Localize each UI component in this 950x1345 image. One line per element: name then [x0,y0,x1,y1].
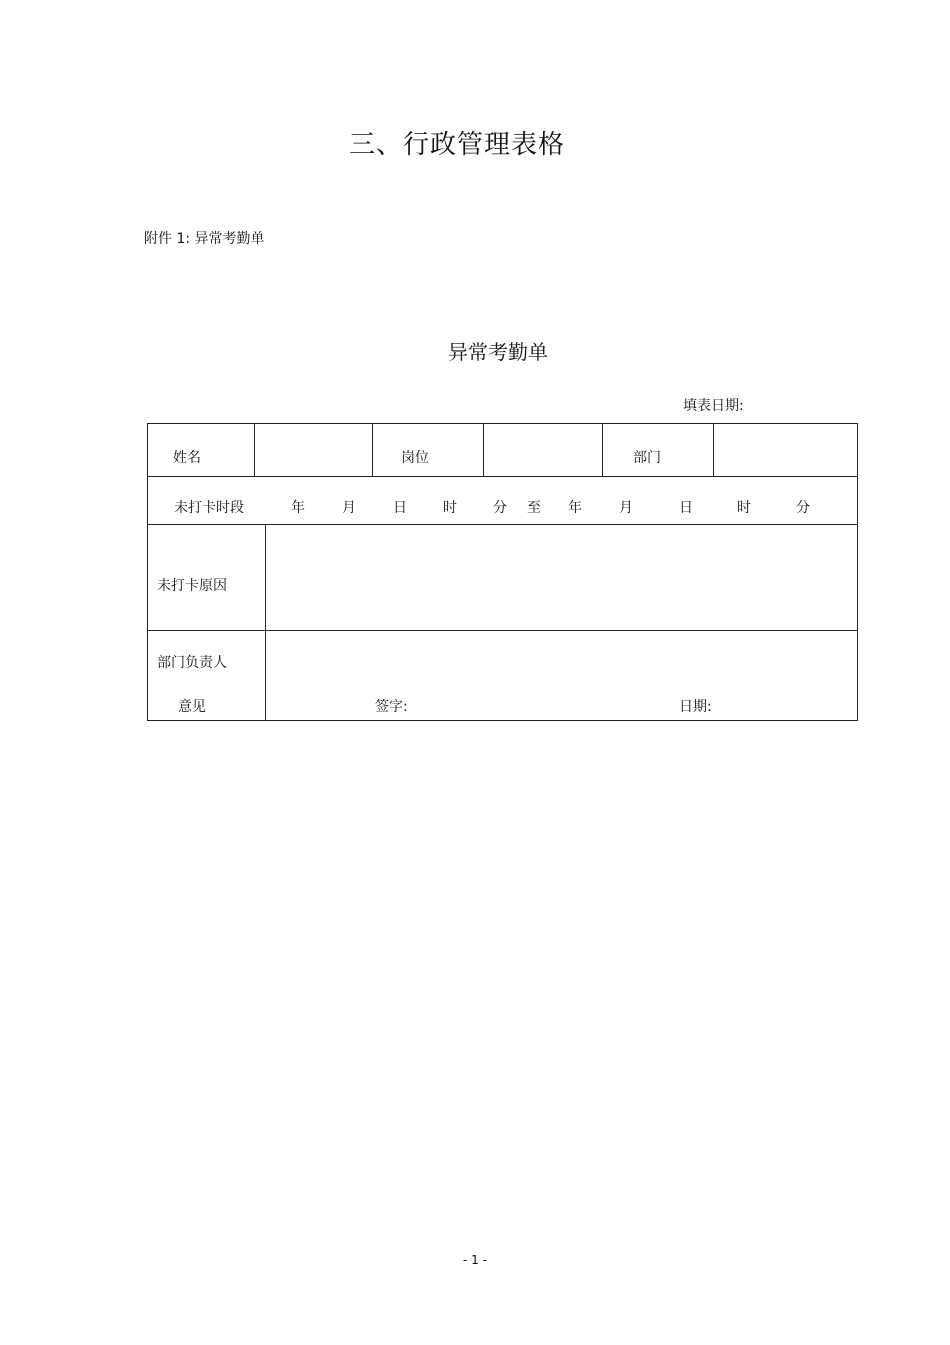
missed-punch-reason-field[interactable] [266,525,857,630]
attachment-label: 附件 1: 异常考勤单 [144,231,265,247]
missed-punch-period-label: 未打卡时段 [174,500,244,516]
fill-date-label: 填表日期: [683,398,744,414]
column-divider [372,424,373,476]
department-head-opinion-field[interactable] [266,631,857,691]
unit-start-minute: 分 [493,500,507,516]
unit-start-month: 月 [342,500,356,516]
opinion-label: 意见 [178,699,206,715]
opinion-date-label: 日期: [679,699,712,715]
name-field[interactable] [255,424,372,476]
page-number: - 1 - [463,1253,487,1267]
department-head-label: 部门负责人 [157,655,227,671]
signature-label: 签字: [375,699,408,715]
unit-start-hour: 时 [443,500,457,516]
unit-end-year: 年 [568,500,582,516]
department-label: 部门 [633,450,661,466]
row-divider [148,476,857,477]
unit-end-hour: 时 [737,500,751,516]
unit-end-day: 日 [679,500,693,516]
unit-start-year: 年 [291,500,305,516]
department-field[interactable] [714,424,857,476]
unit-end-minute: 分 [796,500,810,516]
attendance-form-table [147,423,858,721]
unit-to: 至 [527,500,541,516]
name-label: 姓名 [173,450,201,466]
section-title: 三、行政管理表格 [348,130,565,160]
form-title: 异常考勤单 [448,340,548,364]
position-field[interactable] [484,424,602,476]
unit-start-day: 日 [393,500,407,516]
missed-punch-reason-label: 未打卡原因 [157,578,227,594]
unit-end-month: 月 [619,500,633,516]
position-label: 岗位 [401,450,429,466]
column-divider [602,424,603,476]
